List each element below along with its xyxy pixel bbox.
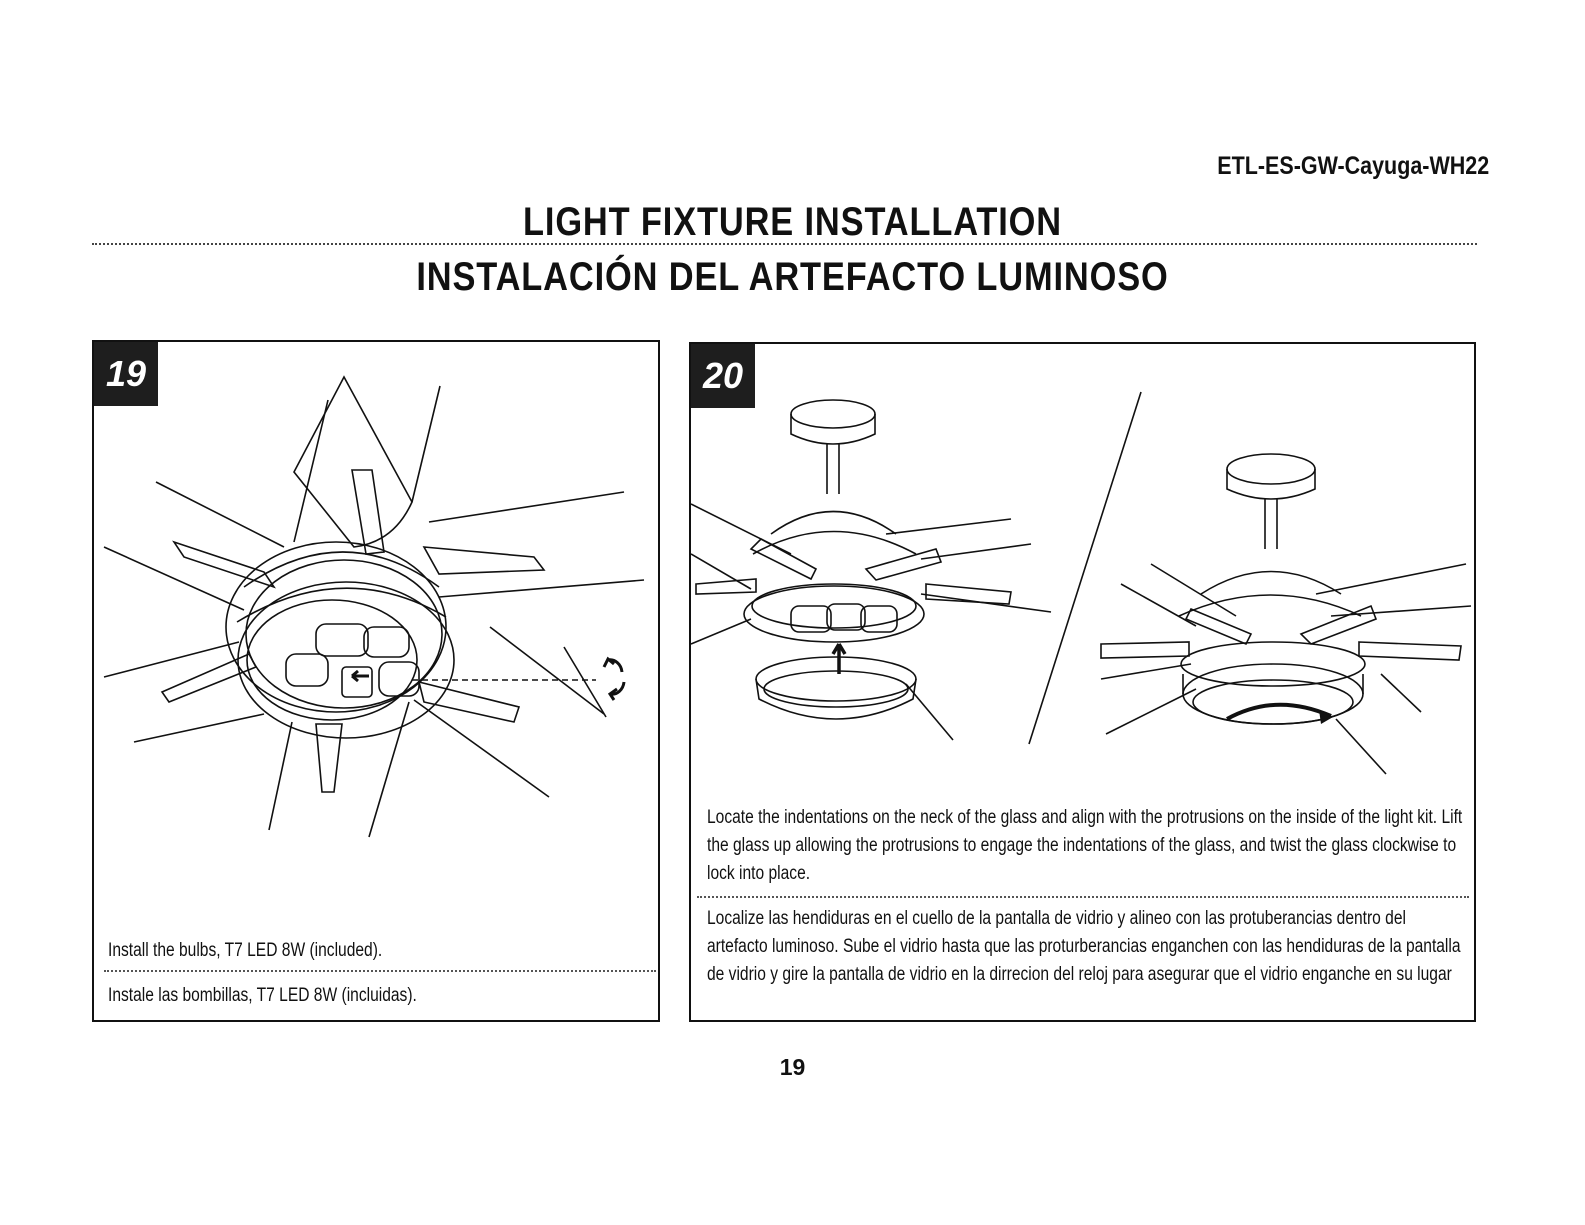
step-19-instruction-en: Install the bulbs, T7 LED 8W (included). [108,940,383,961]
step-20-instruction-en: Locate the indentations on the neck of the glass and align with the protrusions on the inside of the light kit. Lift the glass up allowing the protrusions to engage the indentations of the glass, and twist the glass clockwise to lock into place. [707,807,1463,884]
caption-divider [697,896,1469,898]
rotate-icon [604,659,624,700]
step-19-instruction-es: Instale las bombillas, T7 LED 8W (incluidas). [108,985,417,1006]
step-20-panel [689,342,1476,1022]
page-title-en: LIGHT FIXTURE INSTALLATION [523,200,1062,244]
step-number-badge: 20 [691,344,755,408]
step-20-instruction-es: Localize las hendiduras en el cuello de la pantalla de vidrio y alineo con las protuberancias dentro del artefacto luminoso. Sube el vidrio hasta que las proturberancias enganchen con las hendiduras de la pantalla de vidrio y gire la pantalla de vidrio en la dirrecion del reloj para asegurar que el vidrio enganche en su lugar [707,908,1461,985]
page-number: 19 [779,1054,806,1080]
step-19-panel [92,340,660,1022]
doc-code: ETL-ES-GW-Cayuga-WH22 [1217,152,1489,180]
step-number-badge: 19 [94,342,158,406]
title-divider [92,243,1477,245]
page-title-es: INSTALACIÓN DEL ARTEFACTO LUMINOSO [416,255,1169,299]
caption-divider [104,970,656,972]
bulb-installation-illustration [94,342,658,932]
glass-installation-illustration [691,344,1474,794]
